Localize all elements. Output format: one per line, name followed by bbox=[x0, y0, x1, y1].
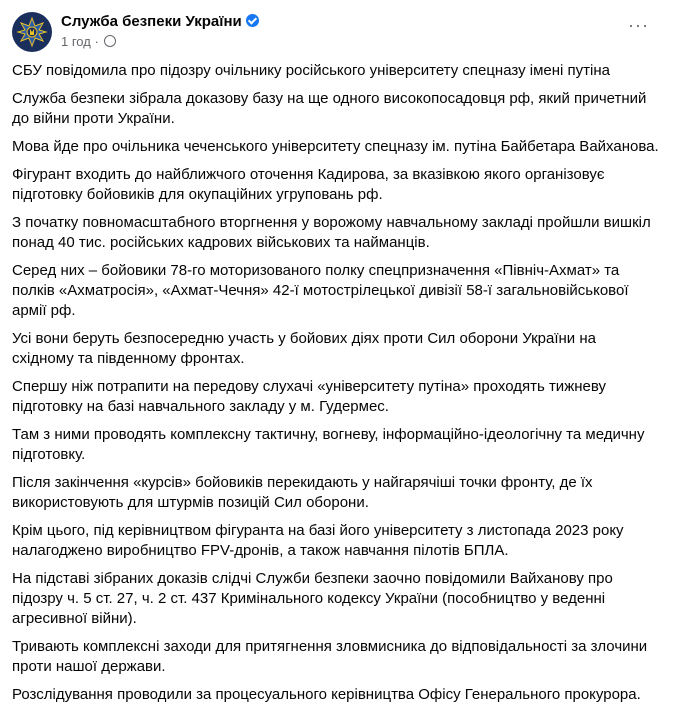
post-body bbox=[12, 61, 668, 713]
paragraph-line: до війни проти України. bbox=[12, 110, 175, 127]
paragraph-line: Серед них – бойовики 78-го моторизованого полку спецпризначення «Північ-Ахмат» та bbox=[12, 262, 620, 279]
paragraph-line: східному та південному фронтах. bbox=[12, 350, 245, 367]
paragraph-line: Там з ними проводять комплексну тактичну, вогневу, інформаційно-ідеологічну та медичну bbox=[12, 426, 645, 443]
paragraph-line: армії рф. bbox=[12, 302, 76, 319]
post-paragraph bbox=[12, 329, 668, 369]
paragraph-line: Після закінчення «курсів» бойовиків перекидають у найгарячіші точки фронту, де їх bbox=[12, 474, 593, 491]
verified-badge-icon bbox=[246, 14, 259, 27]
author-link[interactable]: Служба безпеки України bbox=[61, 13, 242, 30]
post-paragraph bbox=[12, 637, 668, 677]
paragraph-line: агресивної війни). bbox=[12, 610, 137, 627]
post-paragraph bbox=[12, 521, 668, 561]
paragraph-line: використовують для штурмів позицій Сил оборони. bbox=[12, 494, 369, 511]
paragraph-line: полків «Ахматросія», «Ахмат-Чечня» 42-ї мотострілецької дивізії 58-ї загальновійськової bbox=[12, 282, 629, 299]
paragraph-line: налагоджено виробництво FPV-дронів, а також навчання пілотів БПЛА. bbox=[12, 542, 509, 559]
paragraph-line: З початку повномасштабного вторгнення у ворожому навчальному закладі пройшли вишкіл bbox=[12, 214, 651, 231]
post-paragraph bbox=[12, 569, 668, 629]
meta-separator: · bbox=[94, 34, 99, 49]
globe-icon bbox=[104, 35, 116, 47]
paragraph-line: Тривають комплексні заходи для притягнення зловмисника до відповідальності за злочини bbox=[12, 638, 648, 655]
paragraph-line: На підставі зібраних доказів слідчі Служби безпеки заочно повідомили Вайханову про bbox=[12, 570, 613, 587]
paragraph-line: Служба безпеки зібрала доказову базу на ще одного високопосадовця рф, який причетний bbox=[12, 90, 647, 107]
post-time[interactable]: 1 год bbox=[61, 34, 91, 49]
paragraph-line: підозру ч. 5 ст. 27, ч. 2 ст. 437 Кримінального кодексу України (пособництво у веденні bbox=[12, 590, 606, 607]
post-paragraph bbox=[12, 685, 668, 705]
post-paragraph bbox=[12, 425, 668, 465]
paragraph-line: Розслідування проводили за процесуального керівництва Офісу Генерального прокурора. bbox=[12, 686, 641, 703]
post-paragraph bbox=[12, 377, 668, 417]
sbu-emblem-icon bbox=[12, 12, 52, 52]
paragraph-line: понад 40 тис. російських кадрових військових та найманців. bbox=[12, 234, 430, 251]
post-paragraph bbox=[12, 213, 668, 253]
page-avatar[interactable] bbox=[12, 12, 52, 52]
post-paragraph bbox=[12, 165, 668, 205]
paragraph-line: підготовку на базі навчального закладу у м. Гудермес. bbox=[12, 398, 389, 415]
post-paragraph bbox=[12, 137, 668, 157]
post-meta bbox=[61, 34, 116, 49]
post-paragraph bbox=[12, 473, 668, 513]
author-name[interactable] bbox=[61, 13, 259, 30]
paragraph-line: Спершу ніж потрапити на передову слухачі «університету путіна» проходять тижневу bbox=[12, 378, 606, 395]
paragraph-line: СБУ повідомила про підозру очільнику російського університету спецназу імені путіна bbox=[12, 62, 610, 79]
more-options-button[interactable]: ··· bbox=[628, 15, 649, 35]
post-paragraph bbox=[12, 61, 668, 81]
paragraph-line: підготовку бойовиків для окупаційних угруповань рф. bbox=[12, 186, 383, 203]
post-paragraph bbox=[12, 89, 668, 129]
paragraph-line: підготовку. bbox=[12, 446, 86, 463]
paragraph-line: Усі вони беруть безпосередню участь у бойових діях проти Сил оборони України на bbox=[12, 330, 596, 347]
post-paragraph bbox=[12, 261, 668, 321]
paragraph-line: Фігурант входить до найближчого оточення Кадирова, за вказівкою якого організовує bbox=[12, 166, 605, 183]
paragraph-line: Мова йде про очільника чеченського університету спецназу ім. путіна Байбетара Вайханова. bbox=[12, 138, 659, 155]
paragraph-line: Крім цього, під керівництвом фігуранта на базі його університету з листопада 2023 року bbox=[12, 522, 624, 539]
paragraph-line: проти нашої держави. bbox=[12, 658, 166, 675]
